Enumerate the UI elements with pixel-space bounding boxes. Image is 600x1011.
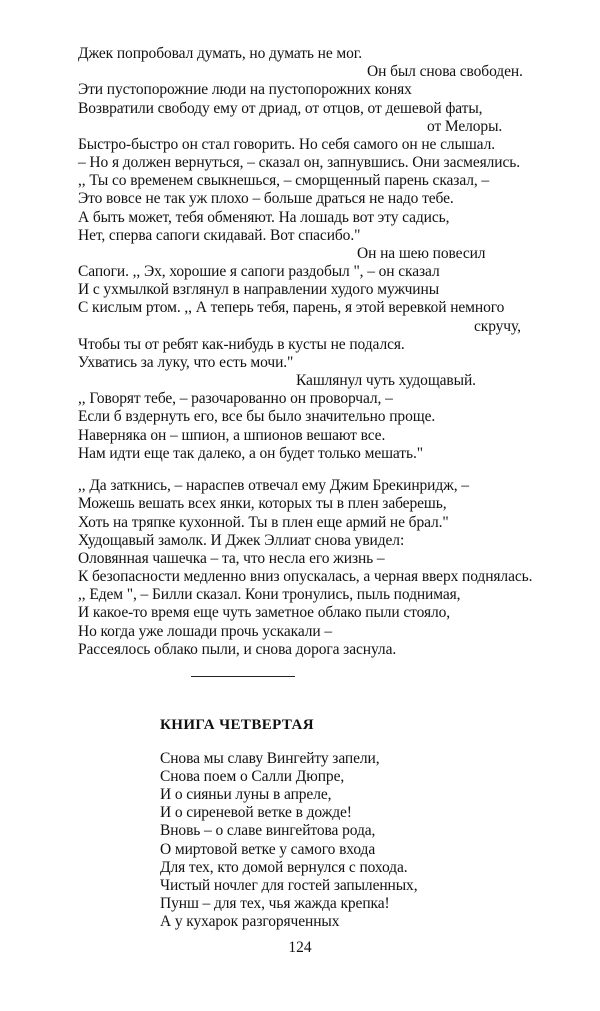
poem-line: от Мелоры.	[427, 117, 503, 135]
poem-line: Вновь – о славе вингейтова рода,	[160, 822, 376, 840]
poem-line: Он был снова свободен.	[367, 63, 523, 81]
poem-line: С кислым ртом. ,, А теперь тебя, парень, я этой веревкой немного	[78, 299, 505, 317]
page-number: 124	[288, 939, 312, 956]
poem-line: Быстро-быстро он стал говорить. Но себя самого он не слышал.	[78, 135, 495, 153]
poem-line: И какое-то время еще чуть заметное облако пыли стояло,	[78, 604, 451, 622]
poem-line: Чистый ночлег для гостей запыленных,	[160, 876, 418, 894]
poem-line: И с ухмылкой взглянул в направлении худого мужчины	[78, 281, 440, 299]
poem-line: Для тех, кто домой вернулся с похода.	[160, 858, 408, 876]
poem-line: Хоть на тряпке кухонной. Ты в плен еще армий не брал."	[78, 513, 449, 531]
poem-line: Он на шею повесил	[357, 244, 486, 262]
poem-line: Сапоги. ,, Эх, хорошие я сапоги раздобыл ", – он сказал	[78, 263, 440, 280]
poem-line: Нет, сперва сапоги скидавай. Вот спасибо."	[78, 226, 361, 244]
chapter-title: КНИГА ЧЕТВЕРТАЯ	[160, 717, 315, 734]
poem-line: Эти пустопорожние люди на пустопорожних конях	[78, 81, 412, 99]
poem-line: И о сияньи луны в апреле,	[160, 786, 332, 804]
poem-line: Нам идти еще так далеко, а он будет только мешать."	[78, 444, 423, 462]
poem-line: – Но я должен вернуться, – сказал он, запнувшись. Они засмеялись.	[78, 154, 520, 171]
poem-line: Пунш – для тех, чья жажда крепка!	[160, 895, 390, 913]
poem-line: Возвратили свободу ему от дриад, от отцов, от дешевой фаты,	[78, 99, 483, 117]
poem-line: Чтобы ты от ребят как-нибудь в кусты не подался.	[78, 335, 405, 353]
poem-line: Если б вздернуть его, все бы было значительно проще.	[78, 408, 436, 426]
poem-line: Оловянная чашечка – та, что несла его жизнь –	[78, 549, 385, 567]
poem-line: ,, Едем ", – Билли сказал. Кони тронулись, пыль поднимая,	[78, 586, 461, 604]
poem-line: ,, Говорят тебе, – разочарованно он проворчал, –	[78, 390, 393, 408]
poem-line: Рассеялось облако пыли, и снова дорога заснула.	[78, 640, 397, 658]
poem-line: Кашлянул чуть худощавый.	[296, 372, 476, 389]
poem-line: Наверняка он – шпион, а шпионов вешают все.	[78, 426, 386, 444]
poem-line: И о сиреневой ветке в дожде!	[160, 804, 352, 822]
poem-line: Это вовсе не так уж плохо – больше драться не надо тебе.	[78, 190, 454, 208]
poem-line: ,, Ты со временем свыкнешься, – сморщенный парень сказал, –	[78, 172, 490, 190]
poem-line: скручу,	[474, 317, 521, 335]
poem-line: Снова мы славу Вингейту запели,	[160, 749, 380, 767]
poem-line: ,, Да заткнись, – нараспев отвечал ему Джим Брекинридж, –	[78, 477, 469, 495]
poem-line: Худощавый замолк. И Джек Эллиат снова увидел:	[78, 531, 405, 549]
poem-line: К безопасности медленно вниз опускалась, а черная вверх поднялась.	[78, 568, 533, 585]
poem-line: А быть может, тебя обменяют. На лошадь вот эту садись,	[78, 208, 450, 226]
poem-line: О миртовой ветке у самого входа	[160, 840, 376, 858]
poem-line: Но когда уже лошади прочь ускакали –	[78, 622, 333, 640]
poem-line: Джек попробовал думать, но думать не мог.	[78, 45, 363, 62]
poem-line: А у кухарок разгоряченных	[160, 913, 340, 931]
poem-line: Можешь вешать всех янки, которых ты в плен заберешь,	[78, 495, 447, 513]
section-divider	[191, 676, 295, 677]
poem-line: Снова поем о Салли Дюпре,	[160, 767, 345, 785]
poem-line: Ухватись за луку, что есть мочи."	[78, 353, 294, 371]
